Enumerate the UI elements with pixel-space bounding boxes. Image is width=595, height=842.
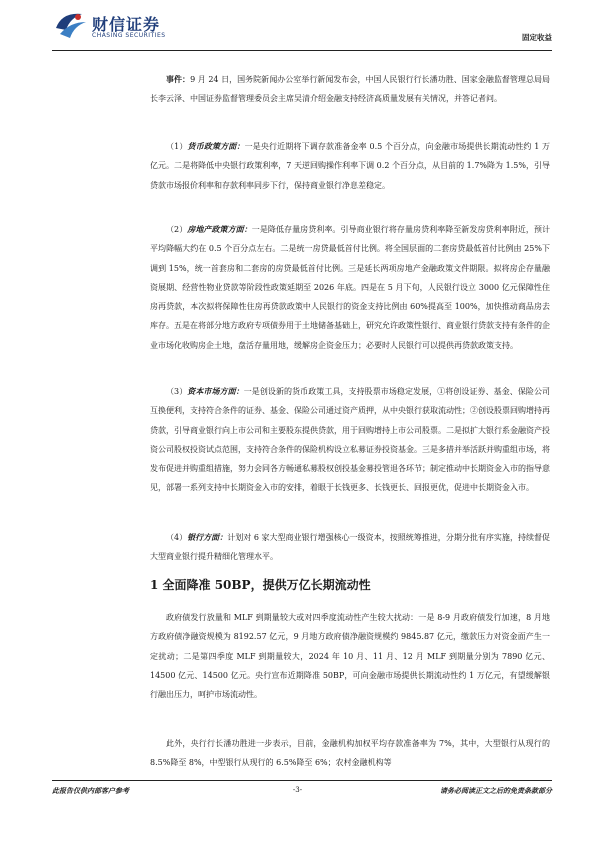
sec2-text: 一是降低存量房贷利率。引导商业银行将存量房贷利率降至新发房贷利率附近，预计平均降幅大约在 0.5 个百分点左右。二是统一房贷最低首付比例。将全国层面的二套房贷最低首付比例由 25%下调到 15%，统一首套房和二套房的房贷最低首付比例。三是延长两项房地产金融政策文件期限。拟将房企存量融资展期、经营性物业贷款等阶段性政策延期至 2026 年底。四是在 5 月下旬，人民银行设立 3000 亿元保障性住房再贷款，本次拟将保障性住房再贷款政策中人民银行的资金支持比例由 60%提高至 100%，加快推动商品房去库存。五是在将部分地方政府专项债券用于土地储备基础上，研究允许政策性银行、商业银行贷款支持有条件的企业市场化收购房企土地，盘活存量用地，缓解房企资金压力；必要时人民银行可以提供再贷款政策支持。 xyxy=(150,225,551,350)
footer-disclaimer-right: 请务必阅读正文之后的免责条款部分 xyxy=(440,786,552,795)
sec4-text: 计划对 6 家大型商业银行增强核心一级资本，按照统筹推进，分期分批有序实施，持续督促大型商业银行提升精细化管理水平。 xyxy=(150,533,551,562)
sec2-num: （2） xyxy=(166,225,188,234)
footer-divider xyxy=(52,780,552,781)
sec1-text: 一是央行近期将下调存款准备金率 0.5 个百分点，向金融市场提供长期流动性约 1 万亿元。二是将降低中央银行政策利率，7 天逆回购操作利率下调 0.2 个百分点，从目前的 1.7%降为 1.5%，引导贷款市场报价利率和存款利率同步下行，保持商业银行净息差稳定。 xyxy=(150,142,551,190)
header-divider xyxy=(52,50,552,51)
company-logo xyxy=(52,8,232,44)
sec1-num: （1） xyxy=(166,142,188,151)
body1-text: 政府债发行放量和 MLF 到期量较大或对四季度流动性产生较大扰动：一是 8-9 月政府债发行加速，8 月地方政府债净融资规模为 8192.57 亿元，9 月地方政府债净融资规模约 9845.87 亿元，缴款压力对资金面产生一定扰动；二是第四季度 MLF 到期量较大，2024 年 10 月、11 月、12 月 MLF 到期量分别为 7890 亿元、14500 亿元、14500 亿元。央行宣布近期降准 50BP，可向金融市场提供长期流动性约 1 万亿元，有望缓解银行融出压力，呵护市场流动性。 xyxy=(150,613,550,700)
section-monetary-policy xyxy=(150,137,550,195)
sec4-lead: 银行方面： xyxy=(187,532,228,542)
intro-paragraph xyxy=(150,70,550,109)
section-banking xyxy=(150,528,550,567)
section-real-estate-policy xyxy=(150,220,550,355)
body-paragraph-liquidity xyxy=(150,608,550,704)
sec1-lead: 货币政策方面： xyxy=(187,141,245,151)
footer-disclaimer-left: 此报告仅供内部客户参考 xyxy=(52,786,129,795)
logo-text-cn: 财信证券 xyxy=(92,15,161,34)
logo-text-en: CHASING SECURITIES xyxy=(92,32,166,39)
sec3-num: （3） xyxy=(166,387,188,396)
page-number: -3- xyxy=(292,786,303,794)
sec4-num: （4） xyxy=(166,533,188,542)
sec2-lead: 房地产政策方面： xyxy=(187,224,252,234)
section-capital-market xyxy=(150,382,550,498)
page-header xyxy=(52,8,552,48)
sec3-lead: 资本市场方面： xyxy=(187,386,244,396)
body-paragraph-rrr xyxy=(150,734,550,773)
sec3-text: 一是创设新的货币政策工具，支持股票市场稳定发展，①将创设证券、基金、保险公司互换便利，支持符合条件的证券、基金、保险公司通过资产质押，从中央银行获取流动性；②创设股票回购增持再贷款，引导商业银行向上市公司和主要股东提供贷款，用于回购增持上市公司股票。二是拟扩大银行系金融资产投资公司股权投资试点范围，支持符合条件的保险机构设立私募证券投资基金。三是多措并举活跃并购重组市场，将发布促进并购重组措施，努力会同各方畅通私募股权创投基金募投管退各环节；制定推动中长期资金入市的指导意见，部署一系列支持中长期资金入市的安排，着眼于长钱更多、长钱更长、回报更优，促进中长期资金入市。 xyxy=(150,387,551,493)
intro-text: 9 月 24 日，国务院新闻办公室举行新闻发布会，中国人民银行行长潘功胜、国家金融监督管理总局局长李云泽、中国证券监督管理委员会主席吴清介绍金融支持经济高质量发展有关情况，并答记者问。 xyxy=(150,75,550,104)
section-heading: 1 全面降准 50BP，提供万亿长期流动性 xyxy=(150,578,371,592)
intro-lead: 事件： xyxy=(166,74,191,84)
body2-text: 此外，央行行长潘功胜进一步表示，目前，金融机构加权平均存款准备率为 7%，其中，大型银行从现行的 8.5%降至 8%，中型银行从现行的 6.5%降至 6%；农村金融机构等 xyxy=(150,739,550,768)
report-category: 固定收益 xyxy=(522,33,552,42)
logo-mark-icon xyxy=(52,8,88,42)
